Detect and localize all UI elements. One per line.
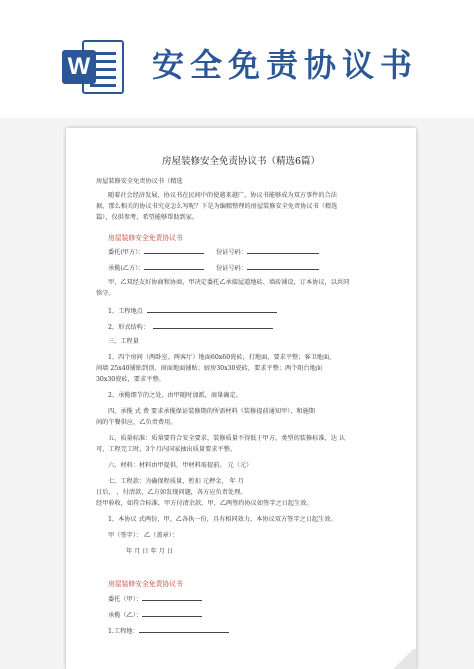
clause-line: 1.工程地：	[108, 626, 229, 636]
clause-line: 1、本协议 式两份，甲、乙各执一份，具有相同效力，本协议双方签字之日起生效。	[108, 516, 337, 523]
party-b-label: 承揽（乙）：	[108, 610, 202, 620]
clause-line: 六、材料：材料由甲提供，甲材料需提前。 元（元）	[108, 462, 253, 469]
page-fold-corner	[390, 649, 416, 669]
party-b-label: 承揽(乙方）：	[108, 263, 204, 273]
document-preview-area	[0, 118, 474, 669]
clause-line: 三、工程量	[108, 338, 139, 345]
document-sheet	[66, 128, 416, 669]
party-b-id: 份证号码：	[216, 263, 319, 273]
intro-text: 据，那么相关的协议书究竟怎么写呢？下是为编精整理的房屋装修安全免责协议书（精选	[96, 203, 338, 210]
doc-line	[90, 84, 116, 87]
clause-line: 日后， ，付清款，乙方如发现问题，各方应负责处理。	[96, 489, 247, 496]
page-title: 安全免责协议书	[152, 46, 419, 84]
page-header	[0, 0, 474, 118]
clause-line: 可，工程完工时，3个月内国家抽出质量要求平整。	[96, 446, 237, 453]
party-a-id: 份证号码：	[216, 247, 319, 257]
word-document-icon	[62, 36, 126, 98]
agreement-text: 甲、乙双经友好协商和协商，甲决定委托乙承接屋道地砖、墙砖铺设，订本协议，以共同	[108, 279, 350, 286]
section-title: 房屋装修安全免责协议书	[108, 234, 183, 242]
document-subheading: 房屋装修安全免责协议书（精选	[96, 178, 183, 185]
signature-date: 年 月 日 年 月 日	[126, 548, 173, 555]
agreement-text: 恪守。	[96, 290, 115, 297]
document-heading: 房屋装修安全免责协议书（精选6篇）	[161, 156, 321, 167]
clause-line: 1、四个房间（两卧室、两客厅）地面60x60瓷砖，打地面，要求平整；客卫地面，	[108, 354, 336, 361]
clause-line: 间的午餐供应，乙负责费用。	[96, 419, 177, 426]
party-a-label: 委托（甲）：	[108, 594, 202, 604]
clause-line: 30x30瓷砖，要求平整。	[96, 376, 165, 383]
signature-line: 甲（签字）： 乙（盖章）：	[108, 532, 179, 539]
clause-line: 2、形式结构：	[108, 322, 273, 332]
clause-line: 间墙 25x40铺贴到顶、窗面地面铺贴；厨房30x30瓷砖，要求平整；两个阳台地面	[96, 365, 323, 372]
clause-line: 2、承揽细节的之处，由甲随时加派，商量确定。	[108, 392, 242, 399]
intro-text: 篇），仅供参考，希望能够帮助到家。	[96, 214, 199, 221]
clause-line: 1、工程地点	[108, 306, 277, 316]
clause-line: 四、承揽 式 费 要求承揽保证装修期的所需材料（装修提前通知甲），和施期	[108, 408, 315, 415]
word-logo-badge: W	[62, 50, 96, 84]
party-a-label: 委托(甲方）：	[108, 247, 204, 257]
clause-line: 经甲验收，如符合标准，甲方付清余款，甲、乙两签约协议如签字之日起生效。	[96, 500, 313, 507]
section-title: 房屋装修安全免责协议书	[108, 580, 183, 588]
intro-text: 随着社会经济发展，协议书在民间中的使越来越广，协议书能够成为双方事件的合法	[108, 192, 337, 199]
clause-line: 五、质量标准：质量要符合安全要求，装修质量不得低于甲方，类型的装修标准，达 认	[108, 435, 346, 442]
clause-line: 七、工程款：为确保程质量，暂扣 元押金， 年 月	[108, 478, 244, 485]
